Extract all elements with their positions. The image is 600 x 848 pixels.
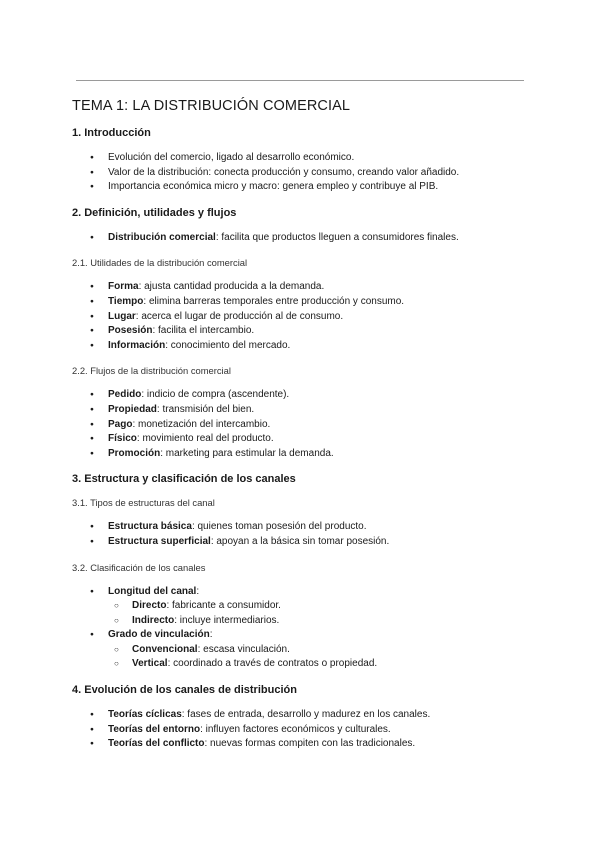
list-item-term: Convencional [132, 643, 198, 655]
bullet-list [72, 388, 532, 461]
list-item-text: : incluye intermediarios. [174, 614, 280, 626]
list-item-text: : escasa vinculación. [197, 643, 290, 655]
list-item [72, 403, 532, 418]
list-item-term: Longitud del canal [108, 585, 197, 597]
bullet-list [72, 520, 532, 549]
list-item-term: Distribución comercial [108, 231, 216, 243]
list-item-term: Propiedad [108, 403, 157, 415]
list-item-text: : ajusta cantidad producida a la demanda. [138, 281, 325, 293]
list-item-term: Tiempo [108, 295, 144, 307]
list-item-text: : fabricante a consumidor. [166, 600, 281, 612]
list-item [72, 723, 532, 738]
list-item-term: Lugar [108, 310, 136, 322]
list-item [72, 231, 532, 246]
subsection-heading: 2.1. Utilidades de la distribución comercial [72, 257, 248, 269]
list-item-term: Grado de vinculación [108, 629, 210, 641]
list-item [72, 310, 532, 325]
list-item-text: : acerca el lugar de producción al de consumo. [135, 310, 344, 322]
list-item-text: : apoyan a la básica sin tomar posesión. [210, 535, 390, 547]
list-item-text: : [209, 629, 213, 641]
list-item [72, 324, 532, 339]
list-item-text: : conocimiento del mercado. [165, 339, 291, 351]
sub-list-item [72, 599, 532, 614]
list-item-term: Pedido [108, 389, 142, 401]
list-item-term: Teorías del entorno [108, 723, 201, 735]
top-divider [76, 80, 524, 81]
list-item-text: : movimiento real del producto. [136, 433, 274, 445]
subsection-heading: 3.2. Clasificación de los canales [72, 561, 206, 573]
list-item-term: Forma [108, 281, 139, 293]
bullet-list [72, 231, 532, 246]
list-item-term: Vertical [132, 658, 168, 670]
bullet-list [72, 708, 532, 752]
list-item [72, 447, 532, 462]
list-item-text: : elimina barreras temporales entre producción y consumo. [143, 295, 405, 307]
list-item-text: : nuevas formas compiten con las tradicionales. [204, 738, 416, 750]
list-item [72, 585, 532, 600]
list-item-term: Indirecto [132, 614, 175, 626]
list-item-text: : [196, 585, 200, 597]
subsection-heading: 3.1. Tipos de estructuras del canal [72, 497, 215, 509]
document-page [72, 98, 532, 764]
list-item: ● Importancia económica micro y macro: genera empleo y contribuye al PIB. [72, 180, 532, 195]
section-heading: 3. Estructura y clasificación de los canales [72, 473, 296, 486]
list-item-term: Directo [132, 600, 167, 612]
list-item-term: Estructura superficial [108, 535, 211, 547]
bullet-list [72, 151, 532, 195]
list-item-text: : coordinado a través de contratos o propiedad. [167, 658, 378, 670]
section-heading: 4. Evolución de los canales de distribución [72, 684, 297, 697]
list-item-text: : facilita que productos lleguen a consumidores finales. [215, 231, 459, 243]
subsection-heading: 2.2. Flujos de la distribución comercial [72, 365, 231, 377]
list-item: ● Evolución del comercio, ligado al desarrollo económico. [72, 151, 532, 166]
list-item-text: : fases de entrada, desarrollo y madurez en los canales. [181, 709, 431, 721]
list-item-text: : facilita el intercambio. [152, 325, 255, 337]
list-item-text: : influyen factores económicos y culturales. [200, 723, 391, 735]
list-item [72, 339, 532, 354]
list-item-term: Pago [108, 418, 133, 430]
list-item: ● Valor de la distribución: conecta producción y consumo, creando valor añadido. [72, 166, 532, 181]
list-item-text: : quienes toman posesión del producto. [191, 521, 367, 533]
list-item [72, 535, 532, 550]
list-item-term: Teorías cíclicas [108, 709, 182, 721]
list-item-term: Físico [108, 433, 137, 445]
list-item [72, 388, 532, 403]
sub-list-item [72, 657, 532, 672]
list-item-term: Teorías del conflicto [108, 738, 205, 750]
list-item-term: Posesión [108, 325, 153, 337]
list-item [72, 737, 532, 752]
list-item-term: Información [108, 339, 166, 351]
list-item [72, 295, 532, 310]
list-item-text: : monetización del intercambio. [132, 418, 271, 430]
list-item [72, 708, 532, 723]
bullet-list [72, 280, 532, 353]
section-heading: 2. Definición, utilidades y flujos [72, 206, 237, 219]
list-item [72, 418, 532, 433]
document-title: TEMA 1: LA DISTRIBUCIÓN COMERCIAL [72, 98, 351, 114]
list-item-text: : transmisión del bien. [156, 403, 255, 415]
list-item [72, 628, 532, 643]
list-item [72, 280, 532, 295]
sub-list-item [72, 643, 532, 658]
sub-list-item [72, 614, 532, 629]
list-item-text: : marketing para estimular la demanda. [160, 447, 334, 459]
list-item-text: : indicio de compra (ascendente). [141, 389, 290, 401]
list-item-term: Promoción [108, 447, 161, 459]
bullet-list [72, 585, 532, 673]
section-heading: 1. Introducción [72, 127, 151, 139]
list-item [72, 520, 532, 535]
list-item-term: Estructura básica [108, 521, 192, 533]
list-item [72, 432, 532, 447]
